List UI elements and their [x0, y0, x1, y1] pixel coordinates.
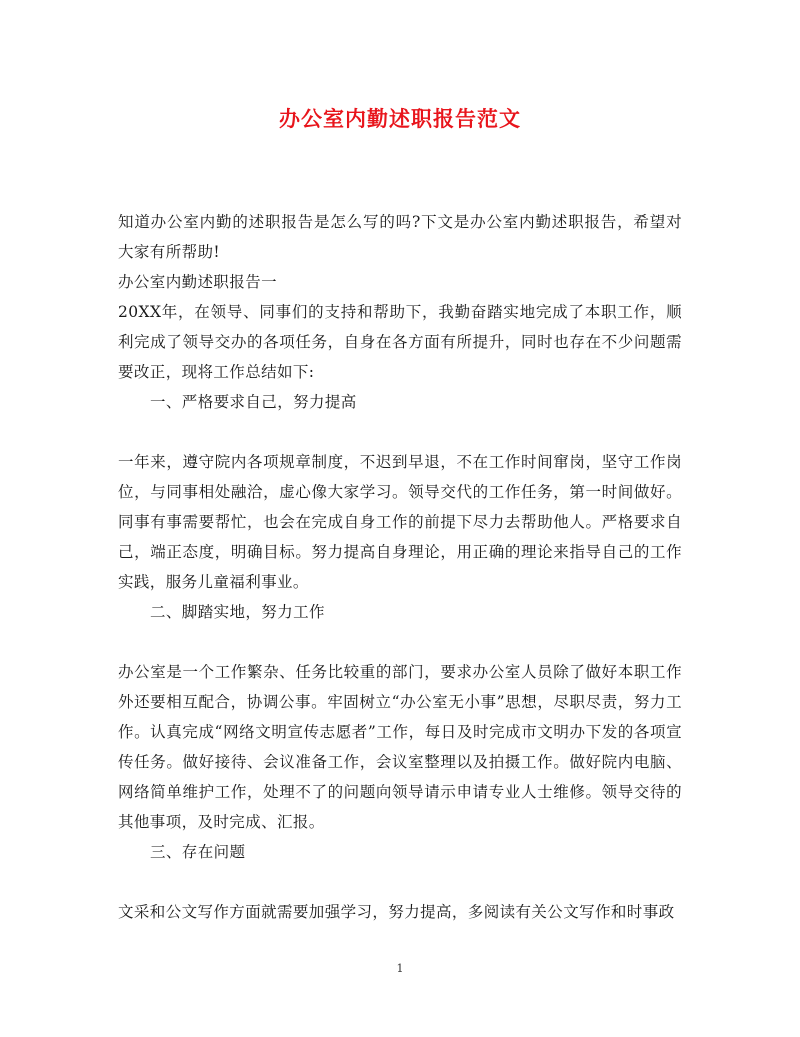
page-number: 1: [396, 962, 404, 975]
opening-paragraph: 20XX年，在领导、同事们的支持和帮助下，我勤奋踏实地完成了本职工作，顺利完成了领导交办的各项任务，自身在各方面有所提升，同时也存在不少问题需要改正，现将工作总结如下:: [118, 303, 682, 381]
paragraph-spacer: [118, 627, 682, 657]
section-heading-2: 二、脚踏实地，努力工作: [150, 603, 325, 621]
intro-paragraph: 知道办公室内勤的述职报告是怎么写的吗?下文是办公室内勤述职报告，希望对大家有所帮助!: [118, 213, 682, 261]
document-body: [118, 207, 682, 927]
report-subtitle: 办公室内勤述职报告一: [118, 273, 278, 291]
paragraph-spacer: [118, 417, 682, 447]
section-paragraph-1: 一年来，遵守院内各项规章制度，不迟到早退，不在工作时间窜岗，坚守工作岗位，与同事相处融洽，虚心像大家学习。领导交代的工作任务，第一时间做好。同事有事需要帮忙，也会在完成自身工作的前提下尽力去帮助他人。严格要求自己，端正态度，明确目标。努力提高自身理论，用正确的理论来指导自己的工作实践，服务儿童福利事业。: [118, 453, 682, 591]
section-paragraph-2: 办公室是一个工作繁杂、任务比较重的部门，要求办公室人员除了做好本职工作外还要相互配合，协调公事。牢固树立“办公室无小事”思想，尽职尽责，努力工作。认真完成“网络文明宣传志愿者”工作，每日及时完成市文明办下发的各项宣传任务。做好接待、会议准备工作，会议室整理以及拍摄工作。做好院内电脑、网络简单维护工作，处理不了的问题向领导请示申请专业人士维修。领导交待的其他事项，及时完成、汇报。: [118, 663, 682, 831]
section-paragraph-3: 文采和公文写作方面就需要加强学习，努力提高，多阅读有关公文写作和时事政: [118, 903, 675, 921]
section-heading-3: 三、存在问题: [150, 843, 246, 861]
paragraph-spacer: [118, 867, 682, 897]
document-title: 办公室内勤述职报告范文: [279, 106, 521, 131]
section-heading-1: 一、严格要求自己，努力提高: [150, 393, 357, 411]
